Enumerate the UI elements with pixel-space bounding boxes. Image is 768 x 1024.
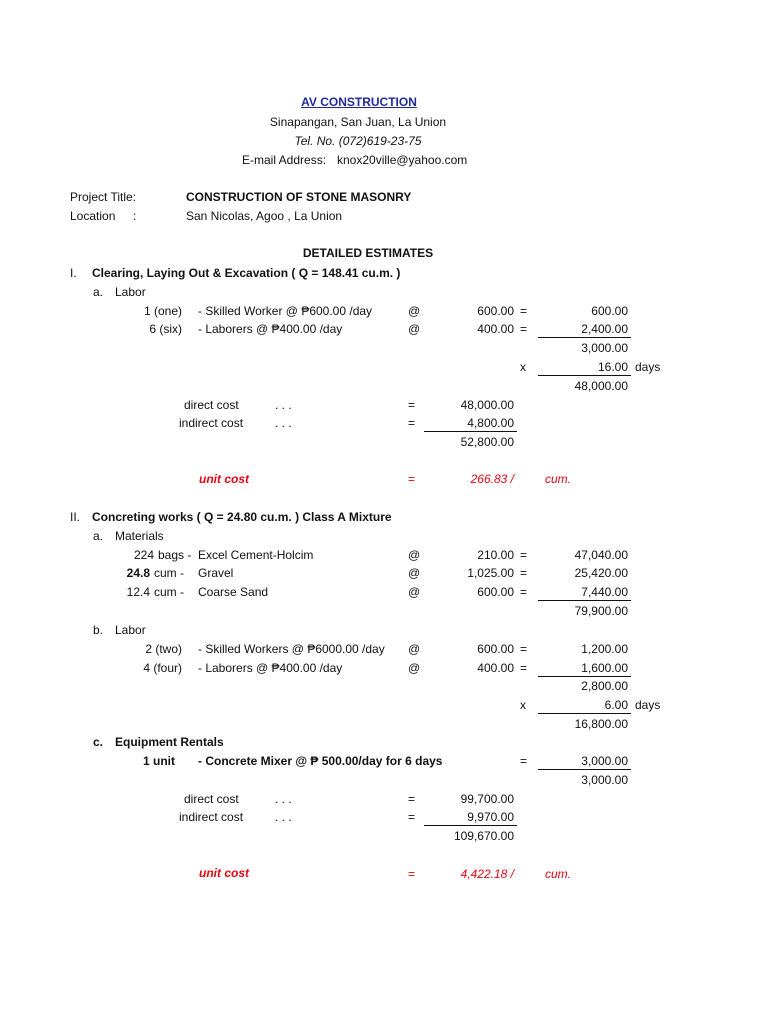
labor-rate: 400.00 [477, 661, 514, 675]
labor-qty: 2 (two) [145, 642, 182, 656]
section-title: Clearing, Laying Out & Excavation ( Q = 148.41 cu.m. ) [92, 266, 401, 280]
location-value: San Nicolas, Agoo , La Union [186, 209, 343, 223]
equals-sign: = [520, 548, 528, 562]
company-address: Sinapangan, San Juan, La Union [269, 115, 447, 129]
material-qty: 12.4 [126, 585, 150, 599]
equipment-qty: 1 unit [143, 754, 175, 768]
material-amount: 25,420.00 [574, 566, 628, 580]
unit-cost-value: 4,422.18 / [460, 867, 514, 881]
direct-cost-value: 48,000.00 [460, 398, 514, 412]
at-sign: @ [408, 566, 421, 580]
company-name: AV CONSTRUCTION [301, 95, 417, 109]
direct-cost-label: direct cost [184, 792, 239, 806]
labor-amount: 600.00 [591, 304, 628, 318]
labor-amount: 1,200.00 [581, 642, 628, 656]
material-amount: 47,040.00 [574, 548, 628, 562]
at-sign: @ [408, 548, 421, 562]
labor-desc: - Laborers @ ₱400.00 /day [198, 322, 343, 336]
material-qty: 24.8 [126, 566, 150, 580]
email-label: E-mail Address: [242, 153, 327, 167]
labor-desc: - Skilled Workers @ ₱6000.00 /day [198, 642, 385, 656]
at-sign: @ [408, 322, 421, 336]
days-unit: days [635, 360, 661, 374]
material-qty-unit: bags - [158, 548, 192, 562]
material-desc: Excel Cement-Holcim [198, 548, 314, 562]
equipment-amount: 3,000.00 [581, 754, 628, 768]
labor-amount: 1,600.00 [581, 661, 628, 675]
labor-subtotal: 2,800.00 [581, 679, 628, 693]
underline-rule [538, 769, 631, 770]
equals-sign: = [408, 810, 416, 824]
section-number: II. [70, 510, 81, 524]
equipment-label: Equipment Rentals [115, 735, 224, 749]
material-desc: Gravel [198, 566, 234, 580]
at-sign: @ [408, 304, 421, 318]
leader-dots: . . . [275, 416, 292, 430]
equals-sign: = [408, 398, 416, 412]
equals-sign: = [408, 416, 416, 430]
material-qty: 224 [133, 548, 154, 562]
labor-days: 6.00 [604, 698, 628, 712]
labor-rate: 400.00 [477, 322, 514, 336]
labor-days: 16.00 [597, 360, 628, 374]
labor-qty: 6 (six) [149, 322, 182, 336]
equals-sign: = [520, 322, 528, 336]
project-title: CONSTRUCTION OF STONE MASONRY [186, 190, 412, 204]
estimates-heading: DETAILED ESTIMATES [302, 246, 434, 260]
underline-rule [538, 337, 631, 338]
materials-total: 79,900.00 [574, 604, 628, 618]
unit-cost-unit: cum. [545, 472, 572, 486]
unit-cost-value: 266.83 / [470, 472, 514, 486]
material-rate: 600.00 [477, 585, 514, 599]
indirect-cost-value: 4,800.00 [467, 416, 514, 430]
indirect-cost-value: 9,970.00 [467, 810, 514, 824]
labor-amount: 2,400.00 [581, 322, 628, 336]
equals-sign: = [408, 792, 416, 806]
leader-dots: . . . [275, 398, 292, 412]
underline-rule [538, 676, 631, 677]
material-qty-unit: cum - [154, 566, 184, 580]
material-amount: 7,440.00 [581, 585, 628, 599]
leader-dots: . . . [275, 792, 292, 806]
material-desc: Coarse Sand [198, 585, 269, 599]
labor-qty: 1 (one) [143, 304, 182, 318]
labor-subtotal: 3,000.00 [581, 341, 628, 355]
labor-rate: 600.00 [477, 304, 514, 318]
equipment-desc: - Concrete Mixer @ ₱ 500.00/day for 6 days [198, 754, 443, 768]
labor-total: 48,000.00 [574, 379, 628, 393]
material-rate: 210.00 [477, 548, 514, 562]
underline-rule [424, 825, 517, 826]
labor-total: 16,800.00 [574, 717, 628, 731]
direct-cost-value: 99,700.00 [460, 792, 514, 806]
total-cost-value: 109,670.00 [453, 829, 514, 843]
unit-cost-label: unit cost [199, 472, 249, 486]
section-number: I. [70, 266, 77, 280]
equals-sign: = [520, 661, 528, 675]
equipment-letter: c. [93, 735, 104, 749]
labor-label: Labor [115, 623, 146, 637]
at-sign: @ [408, 661, 421, 675]
labor-letter: b. [93, 623, 104, 637]
equals-sign: = [520, 585, 528, 599]
project-title-label: Project Title: [70, 190, 137, 204]
location-label: Location [70, 209, 116, 223]
underline-rule [538, 713, 631, 714]
days-unit: days [635, 698, 661, 712]
email-address: knox20ville@yahoo.com [337, 153, 468, 167]
underline-rule [538, 600, 631, 601]
labor-desc: - Skilled Worker @ ₱600.00 /day [198, 304, 373, 318]
location-colon: : [133, 209, 137, 223]
materials-letter: a. [93, 529, 104, 543]
multiply-sign: x [520, 698, 526, 712]
labor-desc: - Laborers @ ₱400.00 /day [198, 661, 343, 675]
at-sign: @ [408, 585, 421, 599]
underline-rule [538, 375, 631, 376]
unit-cost-label: unit cost [199, 866, 249, 880]
multiply-sign: x [520, 360, 526, 374]
material-rate: 1,025.00 [467, 566, 514, 580]
unit-cost-unit: cum. [545, 867, 572, 881]
total-cost-value: 52,800.00 [460, 435, 514, 449]
at-sign: @ [408, 642, 421, 656]
section-title: Concreting works ( Q = 24.80 cu.m. ) Class A Mixture [92, 510, 392, 524]
labor-rate: 600.00 [477, 642, 514, 656]
underline-rule [424, 431, 517, 432]
equals-sign: = [408, 472, 416, 486]
materials-label: Materials [115, 529, 164, 543]
equals-sign: = [408, 867, 416, 881]
direct-cost-label: direct cost [184, 398, 239, 412]
labor-label: Labor [115, 285, 146, 299]
leader-dots: . . . [275, 810, 292, 824]
labor-letter: a. [93, 285, 104, 299]
equals-sign: = [520, 566, 528, 580]
equals-sign: = [520, 304, 528, 318]
labor-qty: 4 (four) [143, 661, 182, 675]
equals-sign: = [520, 754, 528, 768]
equals-sign: = [520, 642, 528, 656]
company-tel: Tel. No. (072)619-23-75 [294, 134, 422, 148]
indirect-cost-label: indirect cost [179, 416, 244, 430]
material-qty-unit: cum - [154, 585, 184, 599]
indirect-cost-label: indirect cost [179, 810, 244, 824]
equipment-total: 3,000.00 [581, 773, 628, 787]
